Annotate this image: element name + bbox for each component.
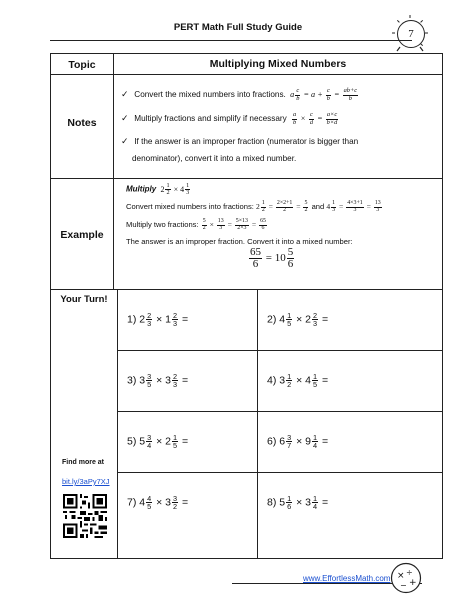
note-item: ✓ Multiply fractions and simplify if necessary $\frac{a}{b}$ × $\frac{c}{d}$ = $\frac{a\times c}{b\times d}$ <box>121 111 338 126</box>
equals-sign: = <box>179 496 189 509</box>
problem-number: 7) <box>127 496 140 509</box>
mixed-whole: 3 <box>139 374 146 387</box>
checkmark-icon: ✓ <box>121 136 129 146</box>
problem-6 <box>267 434 328 450</box>
numerator: 1 <box>287 372 292 381</box>
grid-divider <box>257 289 258 559</box>
equals-sign: = <box>319 313 329 326</box>
denominator: 7 <box>287 441 292 451</box>
denominator: 2 <box>287 380 292 390</box>
mixed-whole: 3 <box>279 374 286 387</box>
fraction <box>146 434 152 450</box>
footer-website-link[interactable]: www.EffortlessMath.com <box>303 574 391 583</box>
mixed-whole: 4 <box>139 496 146 509</box>
denominator: 5 <box>313 380 318 390</box>
grid-divider <box>117 350 443 351</box>
example-result: $\frac{65}{6}$ = 10 $\frac{5}{6}$ <box>250 246 294 270</box>
equals-sign: = <box>179 313 189 326</box>
times-operator: × <box>153 435 166 448</box>
problem-2 <box>267 312 328 328</box>
mixed-whole: 3 <box>305 496 312 509</box>
denominator: 5 <box>147 380 152 390</box>
problem-8 <box>267 495 328 511</box>
mixed-whole: 2 <box>165 435 172 448</box>
example-step-2: Multiply two fractions: $\frac{5}{2}$ × $\frac{13}{3}$ = $\frac{5\times 13}{2\times 3}$ = $\frac{65}{6}$ <box>126 218 266 231</box>
denominator: 5 <box>173 441 178 451</box>
times-operator: × <box>293 313 306 326</box>
table-row-divider <box>50 178 443 179</box>
numerator: 4 <box>147 494 152 503</box>
mixed-whole: 2 <box>305 313 312 326</box>
fraction <box>312 312 318 328</box>
times-operator: × <box>153 374 166 387</box>
problem-number: 4) <box>267 374 280 387</box>
numerator: 1 <box>287 311 292 320</box>
numerator: 1 <box>313 433 318 442</box>
svg-text:−: − <box>400 581 407 590</box>
page-number: 7 <box>397 20 425 48</box>
numerator: 1 <box>173 433 178 442</box>
numerator: 1 <box>287 494 292 503</box>
qr-code-icon <box>63 494 107 538</box>
mixed-whole: 3 <box>165 496 172 509</box>
times-operator: × <box>293 435 306 448</box>
problem-4 <box>267 373 328 389</box>
topic-value: Multiplying Mixed Numbers <box>209 58 347 70</box>
equals-sign: = <box>319 435 329 448</box>
table-column-divider <box>113 53 114 289</box>
mixed-whole: 5 <box>279 496 286 509</box>
numerator: 1 <box>313 372 318 381</box>
mixed-whole: 9 <box>305 435 312 448</box>
notes-label: Notes <box>67 117 97 129</box>
fraction <box>312 434 318 450</box>
denominator: 3 <box>147 319 152 329</box>
numerator: 3 <box>147 372 152 381</box>
svg-text:×: × <box>397 571 405 581</box>
numerator: 3 <box>173 494 178 503</box>
note-item-continuation: denominator), convert it into a mixed number. <box>132 154 297 163</box>
fraction <box>312 495 318 511</box>
problem-number: 8) <box>267 496 280 509</box>
svg-text:÷: ÷ <box>406 568 413 577</box>
numerator: 2 <box>313 311 318 320</box>
table-row-divider <box>50 289 443 290</box>
svg-text:+: + <box>409 578 417 588</box>
equals-sign: = <box>319 374 329 387</box>
numerator: 1 <box>313 494 318 503</box>
equals-sign: = <box>179 435 189 448</box>
example-step-3: The answer is an improper fraction. Convert it into a mixed number: <box>126 237 353 246</box>
problem-5 <box>127 434 188 450</box>
times-operator: × <box>153 496 166 509</box>
checkmark-icon: ✓ <box>121 113 129 123</box>
effortless-math-logo-icon <box>390 562 422 594</box>
fraction <box>286 373 292 389</box>
mixed-whole: 2 <box>139 313 146 326</box>
denominator: 4 <box>313 441 318 451</box>
denominator: 3 <box>313 319 318 329</box>
denominator: 4 <box>147 441 152 451</box>
table-row-divider <box>50 74 443 75</box>
problem-number: 5) <box>127 435 140 448</box>
example-heading: Multiply 2 $\frac{1}{2}$ × 4 $\frac{1}{3}$ <box>126 182 190 197</box>
problem-number: 1) <box>127 313 140 326</box>
problem-7 <box>127 495 188 511</box>
find-more-link[interactable]: bit.ly/3aPy7XJ <box>62 477 110 486</box>
problem-3 <box>127 373 188 389</box>
numerator: 2 <box>173 311 178 320</box>
denominator: 2 <box>173 502 178 512</box>
note-item: ✓ Convert the mixed numbers into fractions. a $\frac{c}{b}$ = a + $\frac{c}{b}$ = $\frac{ab+c}{b}$ <box>121 87 358 102</box>
mixed-whole: 5 <box>139 435 146 448</box>
mixed-whole: 4 <box>305 374 312 387</box>
times-operator: × <box>293 374 306 387</box>
find-more-label: Find more at <box>62 459 105 466</box>
fraction <box>146 495 152 511</box>
your-turn-label: Your Turn! <box>60 294 108 305</box>
numerator: 2 <box>173 372 178 381</box>
fraction <box>312 373 318 389</box>
example-step-1: Convert mixed numbers into fractions: 2 $\frac{1}{2}$ = $\frac{2\times 2+1}{2}$ = $\frac{5}{2}$ and 4 $\frac{1}{3}$ = $\frac{4\times 3+1}{3}$ = $\frac{13}{3}$ <box>126 200 381 213</box>
times-operator: × <box>153 313 166 326</box>
denominator: 6 <box>287 502 292 512</box>
numerator: 3 <box>147 433 152 442</box>
fraction <box>286 312 292 328</box>
problem-1 <box>127 312 188 328</box>
mixed-whole: 4 <box>279 313 286 326</box>
guide-title: PERT Math Full Study Guide <box>173 22 303 33</box>
fraction <box>286 495 292 511</box>
mixed-whole: 6 <box>279 435 286 448</box>
fraction <box>172 312 178 328</box>
mixed-whole: 1 <box>165 313 172 326</box>
denominator: 5 <box>147 502 152 512</box>
denominator: 5 <box>287 319 292 329</box>
grid-divider <box>117 411 443 412</box>
note-item: ✓ If the answer is an improper fraction (numerator is bigger than <box>121 136 359 146</box>
topic-label: Topic <box>68 59 96 71</box>
denominator: 3 <box>173 380 178 390</box>
denominator: 3 <box>173 319 178 329</box>
grid-divider <box>117 472 443 473</box>
problem-number: 3) <box>127 374 140 387</box>
problem-number: 6) <box>267 435 280 448</box>
fraction <box>172 434 178 450</box>
fraction <box>146 312 152 328</box>
problem-number: 2) <box>267 313 280 326</box>
equals-sign: = <box>319 496 329 509</box>
fraction <box>172 373 178 389</box>
equals-sign: = <box>179 374 189 387</box>
numerator: 3 <box>287 433 292 442</box>
fraction <box>172 495 178 511</box>
header-divider <box>50 40 412 41</box>
denominator: 4 <box>313 502 318 512</box>
times-operator: × <box>293 496 306 509</box>
fraction <box>146 373 152 389</box>
mixed-whole: 3 <box>165 374 172 387</box>
example-label: Example <box>60 229 104 241</box>
checkmark-icon: ✓ <box>121 89 129 99</box>
fraction <box>286 434 292 450</box>
grid-divider <box>117 289 118 559</box>
numerator: 2 <box>147 311 152 320</box>
